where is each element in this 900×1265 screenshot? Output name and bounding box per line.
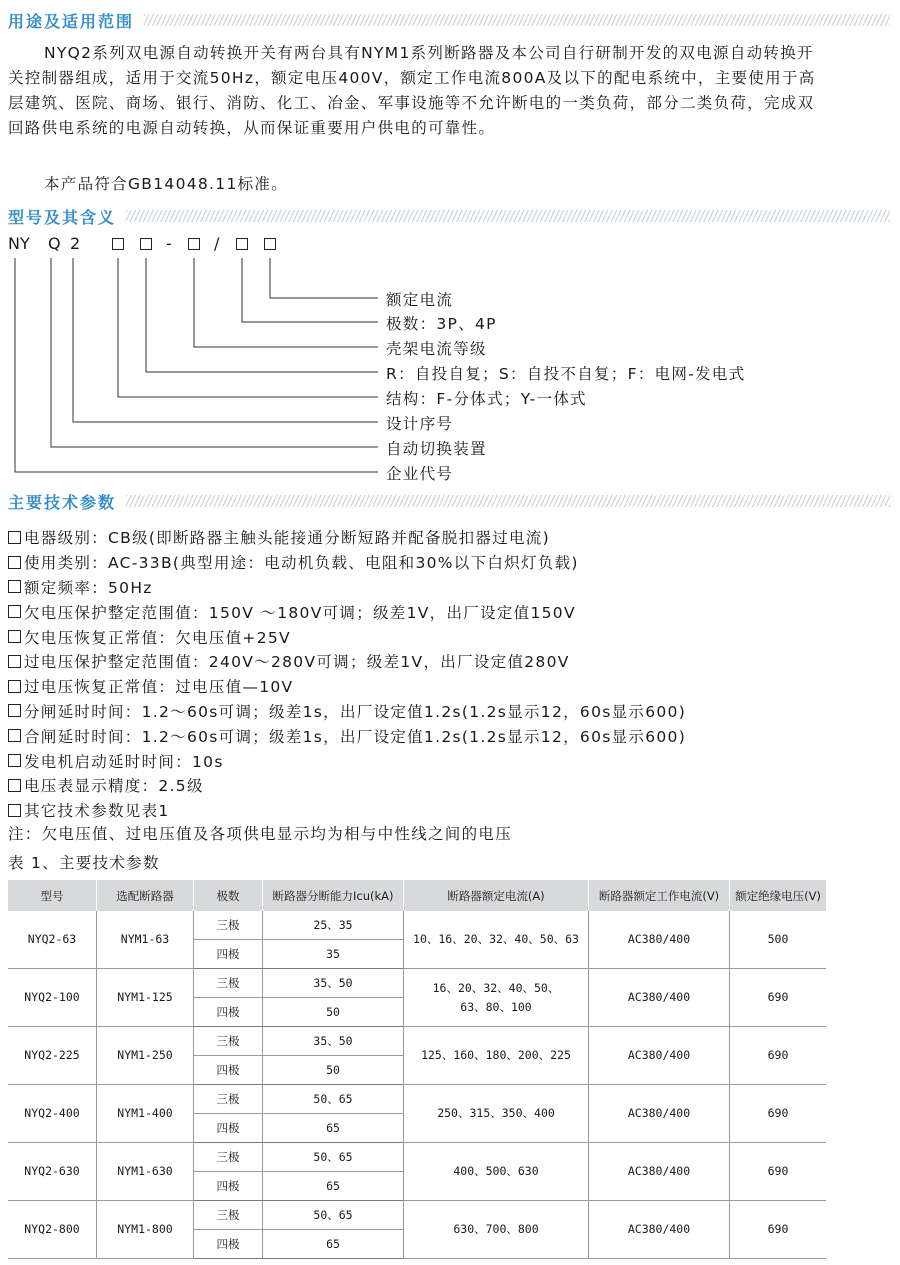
cell-current: [404, 969, 589, 1027]
cell-model: NYQ2-100: [8, 969, 97, 1027]
model-meaning: 壳架电流等级: [386, 340, 487, 358]
cell-icu: 35: [263, 940, 404, 969]
col-header: 选配断路器: [97, 880, 194, 911]
col-header: 极数: [194, 880, 263, 911]
param-item: [8, 525, 888, 550]
cell-model: NYQ2-225: [8, 1027, 97, 1085]
model-char: Q: [48, 234, 61, 253]
param-item: [8, 699, 888, 724]
current-line: 63、80、100: [460, 999, 532, 1014]
checkbox-icon: [8, 630, 21, 643]
model-char: 2: [70, 234, 81, 253]
model-meaning: 企业代号: [386, 465, 454, 483]
cell-poles: 三极: [194, 1143, 263, 1172]
table-row: [8, 1027, 826, 1056]
param-text: 欠电压保护整定范围值：150V ～180V可调；级差1V，出厂设定值150V: [24, 603, 576, 622]
current-line: 16、20、32、40、50、: [432, 980, 560, 995]
cell-insulation: 690: [730, 1085, 827, 1143]
param-item: [8, 798, 888, 823]
cell-insulation: 690: [730, 969, 827, 1027]
cell-model: NYQ2-63: [8, 911, 97, 969]
checkbox-icon: [8, 531, 21, 544]
table-header-row: [8, 880, 826, 911]
current-line: 400、500、630: [453, 1164, 539, 1178]
cell-poles: 三极: [194, 1085, 263, 1114]
note-text: 注：欠电压值、过电压值及各项供电显示均为相与中性线之间的电压: [8, 825, 513, 843]
cell-voltage: AC380/400: [589, 1085, 730, 1143]
param-item: [8, 624, 888, 649]
cell-breaker: NYM1-250: [97, 1027, 194, 1085]
table-row: [8, 1201, 826, 1230]
param-text: 合闸延时时间：1.2～60s可调；级差1s，出厂设定值1.2s(1.2s显示12，60s显示600): [24, 727, 687, 746]
cell-voltage: AC380/400: [589, 969, 730, 1027]
param-text: 过电压保护整定范围值：240V～280V可调；级差1V，出厂设定值280V: [24, 653, 570, 672]
cell-voltage: AC380/400: [589, 1143, 730, 1201]
checkbox-icon: [8, 655, 21, 668]
cell-icu: 50、65: [263, 1143, 404, 1172]
param-text: 使用类别：AC-33B(典型用途：电动机负载、电阻和30%以下白炽灯负载): [24, 554, 579, 573]
cell-icu: 50: [263, 998, 404, 1027]
cell-icu: 65: [263, 1172, 404, 1201]
model-meaning: R：自投自复；S：自投不自复；F：电网-发电式: [386, 365, 746, 383]
current-line: 250、315、350、400: [437, 1106, 555, 1120]
cell-poles: 四极: [194, 1114, 263, 1143]
section-header-params: [8, 490, 890, 512]
checkbox-icon: [8, 580, 21, 593]
param-text: 其它技术参数见表1: [24, 802, 170, 821]
table-row: [8, 911, 826, 940]
param-text: 欠电压恢复正常值：欠电压值+25V: [24, 628, 291, 647]
cell-poles: 三极: [194, 1201, 263, 1230]
cell-poles: 四极: [194, 998, 263, 1027]
param-item: [8, 723, 888, 748]
cell-poles: 三极: [194, 1027, 263, 1056]
param-item: [8, 674, 888, 699]
cell-poles: 三极: [194, 969, 263, 998]
model-char: N: [8, 234, 20, 253]
cell-current: [404, 1201, 589, 1259]
cell-current: [404, 1143, 589, 1201]
section-title: 型号及其含义: [8, 207, 117, 227]
cell-poles: 三极: [194, 911, 263, 940]
col-header: 断路器额定电流(A): [404, 880, 589, 911]
section-divider: [126, 495, 890, 507]
cell-model: NYQ2-630: [8, 1143, 97, 1201]
cell-poles: 四极: [194, 1056, 263, 1085]
cell-voltage: AC380/400: [589, 1027, 730, 1085]
checkbox-icon: [8, 804, 21, 817]
model-meaning: 极数：3P、4P: [386, 315, 497, 333]
cell-breaker: NYM1-63: [97, 911, 194, 969]
cell-voltage: AC380/400: [589, 1201, 730, 1259]
cell-poles: 四极: [194, 1230, 263, 1259]
checkbox-icon: [8, 754, 21, 767]
cell-icu: 35、50: [263, 1027, 404, 1056]
checkbox-icon: [8, 680, 21, 693]
spec-table: [8, 880, 826, 1259]
model-meaning: 设计序号: [386, 415, 454, 433]
param-item: [8, 550, 888, 575]
cell-breaker: NYM1-125: [97, 969, 194, 1027]
current-line: 630、700、800: [453, 1222, 539, 1236]
cell-insulation: 690: [730, 1143, 827, 1201]
cell-breaker: NYM1-630: [97, 1143, 194, 1201]
cell-model: NYQ2-400: [8, 1085, 97, 1143]
param-item: [8, 599, 888, 624]
checkbox-icon: [8, 605, 21, 618]
param-text: 额定频率：50Hz: [24, 578, 153, 597]
standard-line: 本产品符合GB14048.11标准。: [44, 175, 289, 193]
cell-insulation: 690: [730, 1201, 827, 1259]
table-row: [8, 1085, 826, 1114]
param-item: [8, 773, 888, 798]
cell-insulation: 690: [730, 1027, 827, 1085]
cell-current: [404, 1027, 589, 1085]
cell-icu: 50、65: [263, 1201, 404, 1230]
cell-breaker: NYM1-800: [97, 1201, 194, 1259]
current-line: 10、16、20、32、40、50、63: [413, 932, 579, 946]
table-caption: 表 1、主要技术参数: [8, 854, 160, 872]
model-meaning: 自动切换装置: [386, 440, 487, 458]
cell-model: NYQ2-800: [8, 1201, 97, 1259]
checkbox-icon: [8, 779, 21, 792]
param-text: 分闸延时时间：1.2～60s可调；级差1s，出厂设定值1.2s(1.2s显示12，60s显示600): [24, 702, 687, 721]
cell-current: [404, 911, 589, 969]
section-title: 用途及适用范围: [8, 11, 135, 31]
cell-poles: 四极: [194, 940, 263, 969]
model-dash: -: [166, 234, 172, 253]
model-char: Y: [20, 234, 30, 253]
param-list: [8, 525, 888, 823]
cell-breaker: NYM1-400: [97, 1085, 194, 1143]
cell-insulation: 500: [730, 911, 827, 969]
checkbox-icon: [8, 556, 21, 569]
cell-voltage: AC380/400: [589, 911, 730, 969]
cell-icu: 35、50: [263, 969, 404, 998]
param-item: [8, 649, 888, 674]
param-text: 过电压恢复正常值：过电压值—10V: [24, 678, 294, 697]
col-header: 断路器分断能力Icu(kA): [263, 880, 404, 911]
table-row: [8, 1143, 826, 1172]
checkbox-icon: [8, 704, 21, 717]
section-title: 主要技术参数: [8, 492, 117, 512]
cell-icu: 50、65: [263, 1085, 404, 1114]
table-row: [8, 969, 826, 998]
param-item: [8, 575, 888, 600]
cell-icu: 25、35: [263, 911, 404, 940]
cell-icu: 65: [263, 1114, 404, 1143]
model-slash: /: [214, 234, 220, 253]
cell-current: [404, 1085, 589, 1143]
current-line: 125、160、180、200、225: [421, 1048, 571, 1062]
col-header: 断路器额定工作电流(V): [589, 880, 730, 911]
param-text: 发电机启动延时时间：10s: [24, 752, 224, 771]
model-meaning: 额定电流: [386, 291, 454, 309]
col-header: 额定绝缘电压(V): [730, 880, 827, 911]
param-text: 电压表显示精度：2.5级: [24, 777, 204, 796]
intro-paragraph: NYQ2系列双电源自动转换开关有两台具有NYM1系列断路器及本公司自行研制开发的双电源自动转换开关控制器组成，适用于交流50Hz，额定电压400V，额定工作电流800A及以下的配电系统中，主要使用于高层建筑、医院、商场、银行、消防、化工、冶金、军事设施等不允许断电的一类负荷，部分二类负荷，完成双回路供电系统的电源自动转换，从而保证重要用户供电的可靠性。: [8, 44, 816, 137]
model-meaning: 结构：F-分体式；Y-一体式: [386, 390, 587, 408]
cell-poles: 四极: [194, 1172, 263, 1201]
param-text: 电器级别：CB级(即断路器主触头能接通分断短路并配备脱扣器过电流): [24, 529, 550, 548]
cell-icu: 65: [263, 1230, 404, 1259]
cell-icu: 50: [263, 1056, 404, 1085]
checkbox-icon: [8, 729, 21, 742]
param-item: [8, 748, 888, 773]
col-header: 型号: [8, 880, 97, 911]
